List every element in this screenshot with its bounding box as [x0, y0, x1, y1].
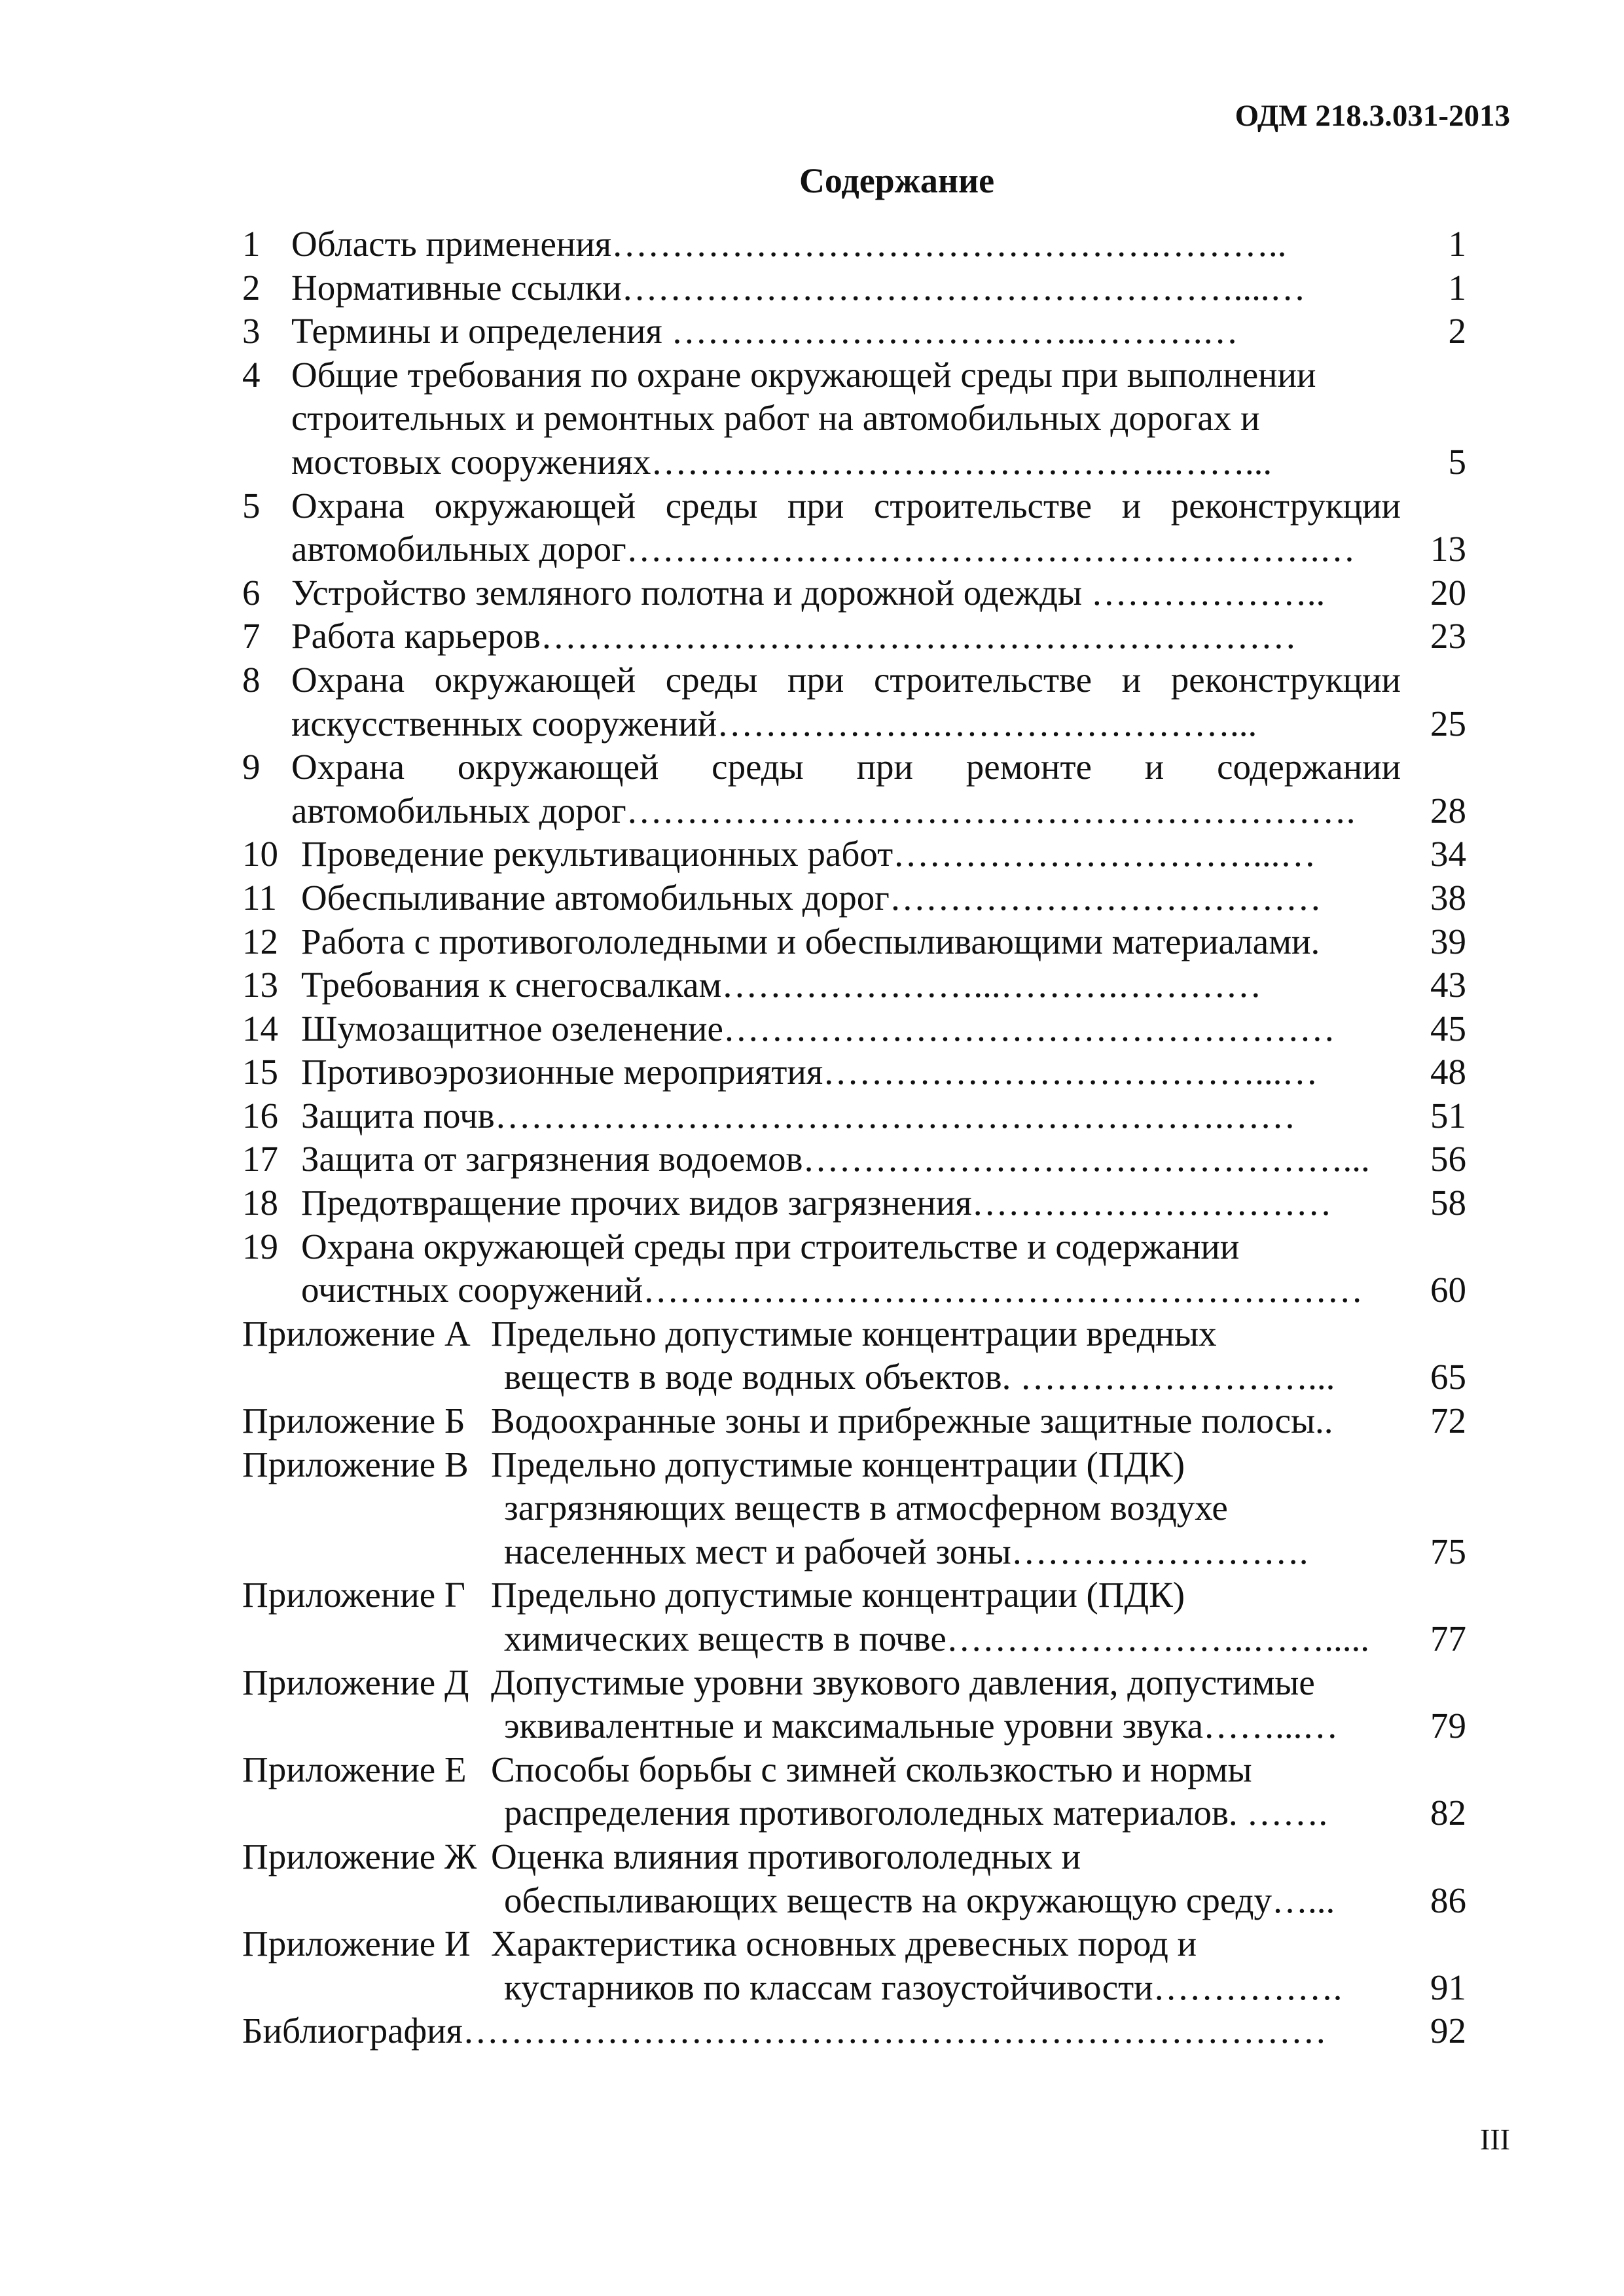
- toc-item-page: 20: [1430, 572, 1466, 613]
- toc-item-number: 4: [242, 354, 261, 395]
- toc-line: [242, 789, 1466, 833]
- toc-line: [242, 1268, 1466, 1312]
- appendix-title: эквивалентные и максимальные уровни звука……...…: [504, 1706, 1339, 1746]
- toc-item-page: 2: [1448, 311, 1466, 351]
- toc-item-title: Работа с противогололедными и обеспыливающими материалами.: [301, 921, 1320, 961]
- toc-item-number: 8: [242, 659, 261, 700]
- toc-line: [242, 1007, 1466, 1051]
- toc-item-title: Требования к снегосвалкам…………………...……….…………: [301, 965, 1262, 1005]
- appendix-label: Приложение И: [242, 1924, 471, 1964]
- toc-item-page: 48: [1430, 1052, 1466, 1092]
- appendix-title: населенных мест и рабочей зоны…………………….: [504, 1531, 1308, 1571]
- toc-item-number: 6: [242, 572, 261, 613]
- appendix-label: Приложение Д: [242, 1662, 469, 1702]
- toc-item-page: 43: [1430, 965, 1466, 1005]
- toc-item-page: 5: [1448, 441, 1466, 482]
- toc-item-title: автомобильных дорог…………………………………………………….: [291, 790, 1356, 831]
- toc-item-number: 10: [242, 834, 278, 874]
- toc-item-title: Область применения……………………………………….………..: [291, 224, 1287, 264]
- toc-item-number: 18: [242, 1183, 278, 1223]
- toc-item-page: 13: [1430, 529, 1466, 569]
- appendix-line: [242, 1486, 1466, 1530]
- toc-line: [242, 833, 1466, 876]
- toc-item-title: очистных сооружений……………………………………………………: [301, 1270, 1363, 1310]
- appendix-line: [242, 1355, 1466, 1399]
- toc-item-number: 11: [242, 877, 277, 918]
- appendix-label: Приложение А: [242, 1313, 471, 1354]
- toc-item-number: 13: [242, 965, 278, 1005]
- toc-item-page: 38: [1430, 877, 1466, 918]
- toc-line: [242, 1181, 1466, 1225]
- appendix-title: загрязняющих веществ в атмосферном воздухе: [504, 1488, 1228, 1528]
- toc-item-title: Шумозащитное озеленение……………………………………………: [301, 1008, 1335, 1049]
- toc-item-page: 25: [1430, 703, 1466, 744]
- appendix-label: Приложение В: [242, 1444, 469, 1484]
- toc-item-title: Общие требования по охране окружающей среды при выполнении: [291, 354, 1316, 395]
- page-number: III: [1480, 2123, 1510, 2156]
- toc-item-number: 2: [242, 267, 261, 308]
- toc-item-title: Охрана окружающей среды при строительстве и реконструкции: [291, 659, 1401, 700]
- document-code: ОДМ 218.3.031-2013: [1235, 99, 1510, 133]
- toc-item-number: 7: [242, 616, 261, 656]
- appendix-label: Приложение Ж: [242, 1836, 477, 1876]
- toc-item-number: 5: [242, 485, 261, 526]
- appendix-title: Предельно допустимые концентрации вредных: [491, 1313, 1217, 1354]
- toc-item-title: Устройство земляного полотна и дорожной одежды ………………..: [291, 572, 1326, 613]
- toc-line: [242, 1138, 1466, 1181]
- toc-line: [242, 1225, 1466, 1269]
- appendix-line: [242, 1748, 1466, 1792]
- toc-item-page: 1: [1448, 224, 1466, 264]
- toc-line: [242, 1094, 1466, 1138]
- toc-line: [242, 702, 1466, 746]
- appendix-page: 72: [1430, 1401, 1466, 1441]
- appendix-line: [242, 1617, 1466, 1661]
- toc-item-page: 1: [1448, 267, 1466, 308]
- toc-item-title: Термины и определения ……………………………..……….…: [291, 311, 1238, 351]
- toc-item-title: Охрана окружающей среды при ремонте и содержании: [291, 747, 1401, 787]
- toc-item-title: Проведение рекультивационных работ…………………………...…: [301, 834, 1316, 874]
- toc-item-number: 1: [242, 224, 261, 264]
- toc-line: [242, 353, 1466, 397]
- toc-item-number: 17: [242, 1139, 278, 1179]
- toc-line: [242, 440, 1466, 484]
- appendix-line: [242, 1573, 1466, 1617]
- appendix-title: Предельно допустимые концентрации (ПДК): [491, 1575, 1185, 1615]
- bibliography-label: Библиография………………………………………………………………: [242, 2011, 1327, 2051]
- appendix-line: [242, 1835, 1466, 1879]
- appendix-line: [242, 1443, 1466, 1487]
- toc-item-page: 28: [1430, 790, 1466, 831]
- toc-item-title: Нормативные ссылки……………………………………………....…: [291, 267, 1306, 308]
- appendix-page: 65: [1430, 1357, 1466, 1397]
- toc-line: [242, 528, 1466, 571]
- appendix-line: [242, 1530, 1466, 1574]
- toc-item-title: Работа карьеров………………………………………………………: [291, 616, 1297, 656]
- appendix-title: Способы борьбы с зимней скользкостью и нормы: [491, 1749, 1252, 1789]
- appendix-line: [242, 1399, 1466, 1443]
- appendix-title: Характеристика основных древесных пород и: [491, 1924, 1197, 1964]
- appendix-title: химических веществ в почве……………………..…….....: [504, 1619, 1369, 1659]
- appendix-page: 79: [1430, 1706, 1466, 1746]
- toc-line: [242, 484, 1466, 528]
- toc-item-page: 45: [1430, 1008, 1466, 1049]
- toc-item-page: 34: [1430, 834, 1466, 874]
- toc-line: [242, 615, 1466, 658]
- appendix-line: [242, 1966, 1466, 2010]
- appendix-line: [242, 1791, 1466, 1835]
- appendix-title: Предельно допустимые концентрации (ПДК): [491, 1444, 1185, 1484]
- appendix-line: [242, 1704, 1466, 1748]
- page-title: Содержание: [799, 161, 995, 200]
- appendix-title: веществ в воде водных объектов. ……………………...: [504, 1357, 1335, 1397]
- toc-line: [242, 571, 1466, 615]
- toc-line: [242, 745, 1466, 789]
- toc-item-title: Противоэрозионные мероприятия………………………………...…: [301, 1052, 1318, 1092]
- toc-item-title: Охрана окружающей среды при строительстве и реконструкции: [291, 485, 1401, 526]
- appendix-page: 82: [1430, 1793, 1466, 1833]
- toc-item-title: Предотвращение прочих видов загрязнения…………………………: [301, 1183, 1332, 1223]
- toc-line: [242, 1050, 1466, 1094]
- toc-item-page: 56: [1430, 1139, 1466, 1179]
- toc-item-number: 16: [242, 1095, 278, 1136]
- toc-item-page: 39: [1430, 921, 1466, 961]
- appendix-page: 91: [1430, 1967, 1466, 2007]
- toc-item-page: 58: [1430, 1183, 1466, 1223]
- toc-line: [242, 920, 1466, 964]
- toc-item-page: 60: [1430, 1270, 1466, 1310]
- appendix-line: [242, 1661, 1466, 1705]
- toc-item-page: 23: [1430, 616, 1466, 656]
- appendix-title: Допустимые уровни звукового давления, допустимые: [491, 1662, 1315, 1702]
- toc-item-number: 15: [242, 1052, 278, 1092]
- appendix-page: 86: [1430, 1880, 1466, 1920]
- toc-item-title: Защита от загрязнения водоемов………………………………………...: [301, 1139, 1370, 1179]
- toc-item-title: мостовых сооружениях……………………………………..……...: [291, 441, 1272, 482]
- toc-item-title: строительных и ремонтных работ на автомобильных дорогах и: [291, 398, 1260, 439]
- appendix-line: [242, 1922, 1466, 1966]
- toc-line: [242, 310, 1466, 353]
- appendix-label: Приложение Г: [242, 1575, 465, 1615]
- toc-item-title: Охрана окружающей среды при строительстве и содержании: [301, 1226, 1240, 1266]
- appendix-title: обеспыливающих веществ на окружающую среду…...: [504, 1880, 1335, 1920]
- appendix-title: распределения противогололедных материалов. …….: [504, 1793, 1328, 1833]
- toc-item-page: 51: [1430, 1095, 1466, 1136]
- bibliography-line: [242, 2009, 1466, 2053]
- appendix-line: [242, 1879, 1466, 1923]
- toc-line: [242, 876, 1466, 920]
- toc-line: [242, 658, 1466, 702]
- toc-line: [242, 397, 1466, 440]
- appendix-page: 75: [1430, 1531, 1466, 1571]
- toc-item-title: Защита почв…………………………………………………….……: [301, 1095, 1296, 1136]
- toc-line: [242, 223, 1466, 266]
- appendix-title: Оценка влияния противогололедных и: [491, 1836, 1081, 1876]
- appendix-title: Водоохранные зоны и прибрежные защитные полосы..: [491, 1401, 1333, 1441]
- appendix-label: Приложение Е: [242, 1749, 467, 1789]
- toc-line: [242, 963, 1466, 1007]
- toc-item-number: 14: [242, 1008, 278, 1049]
- table-of-contents: [242, 223, 1466, 2053]
- toc-item-number: 3: [242, 311, 261, 351]
- toc-item-number: 9: [242, 747, 261, 787]
- bibliography-page: 92: [1430, 2011, 1466, 2051]
- appendix-page: 77: [1430, 1619, 1466, 1659]
- toc-item-title: Обеспыливание автомобильных дорог………………………………: [301, 877, 1322, 918]
- appendix-line: [242, 1312, 1466, 1356]
- toc-item-title: автомобильных дорог………………………………………………….…: [291, 529, 1356, 569]
- appendix-label: Приложение Б: [242, 1401, 465, 1441]
- toc-item-number: 19: [242, 1226, 278, 1266]
- toc-line: [242, 266, 1466, 310]
- toc-item-number: 12: [242, 921, 278, 961]
- toc-item-title: искусственных сооружений……………….……………………...: [291, 703, 1257, 744]
- appendix-title: кустарников по классам газоустойчивости…………….: [504, 1967, 1343, 2007]
